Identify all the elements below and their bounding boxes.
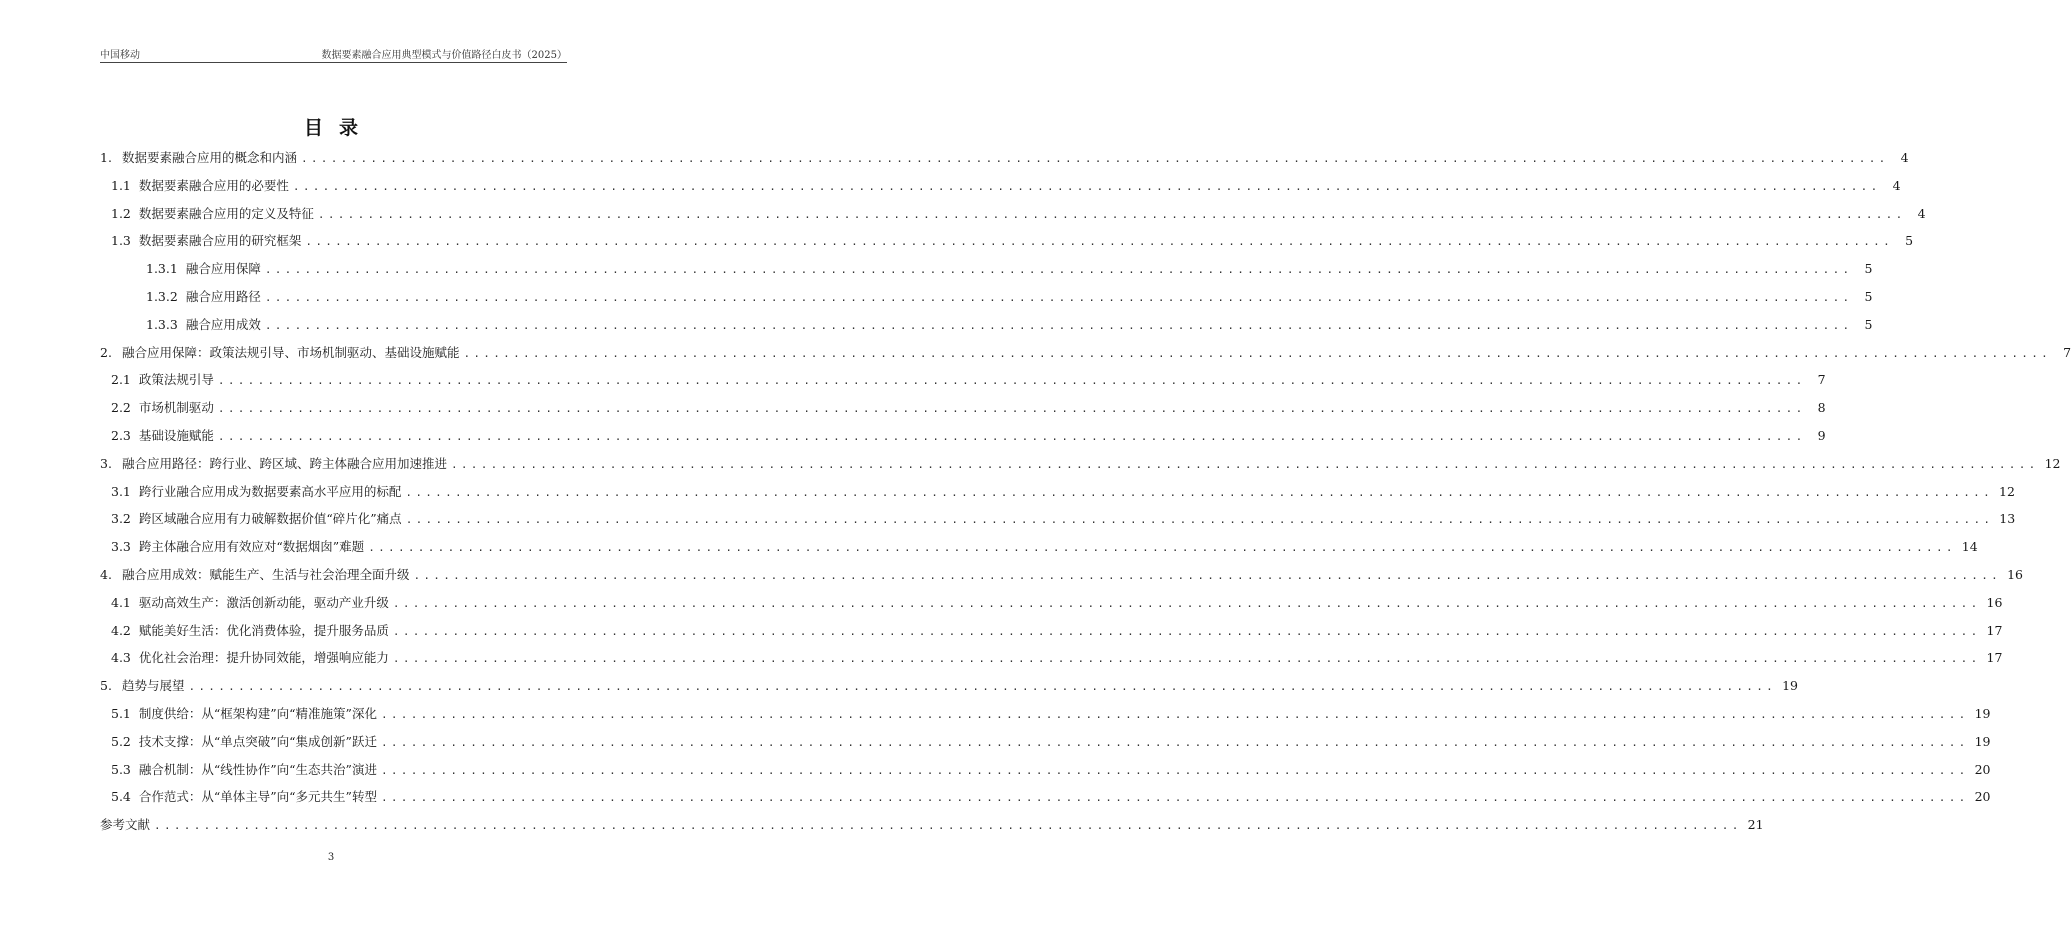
toc-entry-title: 政策法规引导 (138, 372, 214, 388)
toc-entry-page: 17 (1986, 650, 2003, 666)
toc-entry-title: 数据要素融合应用的必要性 (138, 177, 289, 193)
toc-entry-number: 2.3 (111, 427, 131, 443)
table-of-contents (100, 144, 2071, 839)
toc-entry[interactable] (100, 366, 1826, 394)
toc-entry-page: 5 (1905, 233, 1914, 249)
toc-entry-number: 4.1 (111, 594, 131, 610)
toc-entry-number: 1.1 (111, 177, 131, 193)
toc-entry-page: 16 (2007, 566, 2023, 582)
toc-entry-number: 3.3 (111, 539, 131, 555)
toc-entry-title: 数据要素融合应用的概念和内涵 (121, 150, 297, 165)
toc-entry[interactable] (100, 227, 1914, 255)
toc-entry-number: 5.3 (111, 761, 131, 777)
toc-entry[interactable] (100, 561, 2023, 589)
toc-entry-number: 1.3 (111, 233, 131, 249)
toc-entry[interactable] (100, 311, 1873, 339)
toc-entry-title: 基础设施赋能 (138, 427, 214, 443)
running-header (100, 46, 567, 62)
toc-entry-title: 优化社会治理：提升协同效能，增强响应能力 (138, 650, 389, 666)
dot-leader (188, 673, 1776, 701)
dot-leader (301, 145, 1889, 173)
toc-entry-page: 19 (1974, 733, 1991, 749)
dot-leader (218, 423, 1806, 451)
toc-entry[interactable] (100, 450, 2061, 478)
toc-entry-page: 7 (1817, 372, 1826, 388)
toc-entry-number: 1.3.1 (146, 261, 178, 277)
toc-entry-title: 跨主体融合应用有效应对“数据烟囱”难题 (138, 539, 365, 555)
toc-entry-number: 3.2 (111, 511, 131, 527)
toc-entry-number: 1.3.3 (146, 316, 178, 332)
toc-entry-title: 融合应用路径 (185, 288, 261, 304)
toc-entry-page: 19 (1782, 678, 1798, 694)
dot-leader (405, 479, 1993, 507)
dot-leader (393, 645, 1981, 673)
toc-entry-page: 13 (1999, 511, 2016, 527)
toc-entry[interactable] (100, 255, 1873, 283)
toc-entry-title: 数据要素融合应用的定义及特征 (138, 205, 314, 221)
toc-entry-title: 制度供给：从“框架构建”向“精准施策”深化 (138, 705, 377, 721)
toc-entry[interactable] (100, 200, 1926, 228)
toc-title: 目录 (303, 117, 374, 139)
dot-leader (393, 590, 1981, 618)
dot-leader (381, 784, 1969, 812)
header-organization: 中国移动 (100, 50, 140, 61)
toc-entry-page: 12 (1999, 483, 2015, 499)
toc-entry-number: 1.2 (111, 205, 131, 221)
dot-leader (406, 506, 1994, 534)
toc-entry[interactable] (100, 478, 2015, 506)
dot-leader (381, 729, 1969, 757)
toc-entry[interactable] (100, 783, 1991, 811)
toc-entry-title: 赋能美好生活：优化消费体验，提升服务品质 (138, 622, 389, 638)
toc-entry-title: 融合应用成效：赋能生产、生活与社会治理全面升级 (121, 566, 410, 582)
toc-entry-number: 3. (100, 455, 112, 471)
toc-entry-page: 5 (1864, 288, 1873, 304)
toc-entry-title: 跨区域融合应用有力破解数据价值“碎片化”痛点 (138, 511, 402, 527)
toc-entry-page: 19 (1974, 705, 1991, 721)
toc-entry-title: 趋势与展望 (121, 678, 185, 694)
toc-entry[interactable] (100, 617, 2003, 645)
toc-entry-number: 3.1 (111, 483, 131, 499)
toc-entry-title: 参考文献 (100, 817, 151, 833)
toc-entry-title: 合作范式：从“单体主导”向“多元共生”转型 (138, 789, 377, 805)
toc-entry[interactable] (100, 728, 1991, 756)
toc-entry-page: 7 (2063, 344, 2071, 360)
toc-entry-title: 融合应用成效 (185, 316, 261, 332)
toc-entry[interactable] (100, 756, 1991, 784)
toc-entry[interactable] (100, 589, 2003, 617)
toc-entry-title: 驱动高效生产：激活创新动能，驱动产业升级 (138, 594, 389, 610)
page-number: 3 (327, 852, 335, 863)
toc-entry-page: 9 (1817, 427, 1826, 443)
toc-entry-title: 市场机制驱动 (138, 400, 214, 416)
dot-leader (451, 451, 2039, 479)
dot-leader (381, 701, 1969, 729)
toc-entry-number: 5.1 (111, 705, 131, 721)
toc-entry-page: 14 (1961, 539, 1978, 555)
toc-entry-title: 数据要素融合应用的研究框架 (138, 233, 302, 249)
toc-entry[interactable] (100, 422, 1826, 450)
dot-leader (413, 562, 2001, 590)
toc-entry[interactable] (100, 144, 1909, 172)
dot-leader (218, 367, 1806, 395)
toc-entry-number: 4.3 (111, 650, 131, 666)
toc-entry-title: 融合应用保障：政策法规引导、市场机制驱动、基础设施赋能 (121, 344, 460, 360)
toc-entry-number: 5.2 (111, 733, 131, 749)
dot-leader (218, 395, 1806, 423)
toc-entry-number: 2. (100, 344, 112, 360)
toc-entry-title: 融合应用保障 (185, 261, 261, 277)
toc-entry[interactable] (100, 533, 1978, 561)
toc-entry-page: 5 (1864, 261, 1873, 277)
toc-entry[interactable] (100, 172, 1901, 200)
toc-entry-number: 4.2 (111, 622, 131, 638)
dot-leader (368, 534, 1956, 562)
toc-entry-page: 12 (2044, 455, 2061, 471)
header-divider (100, 62, 567, 63)
toc-entry[interactable] (100, 644, 2003, 672)
toc-entry-page: 8 (1817, 400, 1826, 416)
dot-leader (265, 256, 1853, 284)
dot-leader (318, 201, 1906, 229)
dot-leader (154, 812, 1742, 840)
dot-leader (393, 618, 1981, 646)
toc-entry-number: 1.3.2 (146, 288, 178, 304)
toc-entry[interactable] (100, 394, 1826, 422)
dot-leader (381, 757, 1969, 785)
toc-entry-page: 20 (1974, 789, 1991, 805)
toc-entry-number: 1. (100, 150, 112, 165)
toc-entry[interactable] (100, 700, 1991, 728)
toc-entry-title: 融合应用路径：跨行业、跨区域、跨主体融合应用加速推进 (121, 455, 447, 471)
dot-leader (265, 312, 1853, 340)
toc-entry-title: 技术支撑：从“单点突破”向“集成创新”跃迁 (138, 733, 377, 749)
toc-entry-number: 5.4 (111, 789, 131, 805)
toc-entry[interactable] (100, 672, 1798, 700)
toc-entry-title: 融合机制：从“线性协作”向“生态共治”演进 (138, 761, 377, 777)
toc-entry-page: 4 (1900, 150, 1909, 165)
dot-leader (265, 284, 1853, 312)
toc-entry-page: 20 (1974, 761, 1991, 777)
toc-entry[interactable] (100, 505, 2016, 533)
toc-entry-number: 2.1 (111, 372, 131, 388)
toc-entry-number: 2.2 (111, 400, 131, 416)
toc-entry[interactable] (100, 339, 2071, 367)
dot-leader (293, 173, 1881, 201)
header-document-title: 数据要素融合应用典型模式与价值路径白皮书（2025） (321, 50, 567, 61)
toc-entry-page: 16 (1986, 594, 2003, 610)
toc-entry[interactable] (100, 283, 1873, 311)
dot-leader (305, 228, 1893, 256)
toc-entry-title: 跨行业融合应用成为数据要素高水平应用的标配 (138, 483, 402, 499)
toc-entry-number: 5. (100, 678, 112, 694)
toc-entry-page: 21 (1747, 817, 1764, 833)
toc-entry-number: 4. (100, 566, 112, 582)
toc-entry-page: 17 (1986, 622, 2003, 638)
toc-entry-page: 4 (1892, 177, 1901, 193)
toc-entry[interactable] (100, 811, 1764, 839)
dot-leader (463, 340, 2051, 368)
toc-entry-page: 5 (1864, 316, 1873, 332)
toc-entry-page: 4 (1917, 205, 1926, 221)
